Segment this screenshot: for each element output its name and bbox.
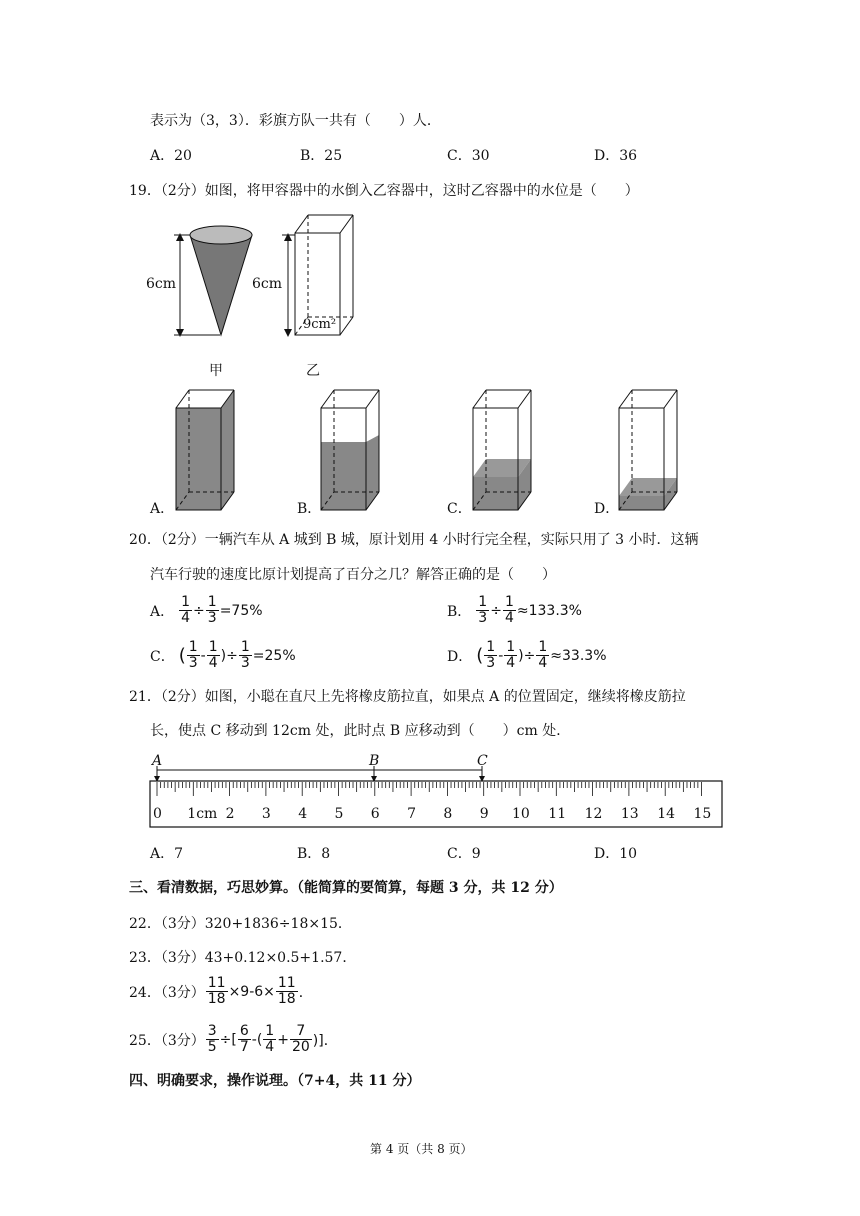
q20-option-c: C． ( $\frac{1}{3}$ - $\frac{1}{4}$ )÷ $\frac{1}{3}$ =25% [150, 639, 296, 671]
q18-option-a: A．20 [150, 148, 192, 164]
q18-option-d: D．36 [594, 148, 638, 164]
q19-option-d: D． [594, 501, 620, 517]
section-4-title: 四、明确要求，操作说理。（7+4，共 11 分） [129, 1073, 421, 1089]
q21-point-c: C [477, 753, 488, 769]
ruler-label: 7 [407, 806, 417, 822]
q19-stem: 19．（2分）如图，将甲容器中的水倒入乙容器中，这时乙容器中的水位是（ ） [129, 183, 639, 199]
q22-text: 22．（3分）320+1836÷18×15． [129, 916, 352, 932]
ruler-label: 4 [298, 806, 308, 822]
q21-ruler-figure [148, 752, 728, 832]
q21-option-d: D．10 [594, 846, 638, 862]
ruler-label: 14 [657, 806, 676, 822]
q20-stem-line1: 20．（2分）一辆汽车从 A 城到 B 城，原计划用 4 小时行完全程，实际只用了 3 小时．这辆 [129, 532, 699, 548]
q24-expression: 24．（3分） $\frac{11}{18}$ ×9-6× $\frac{11}{18}$ ． [129, 975, 313, 1007]
q21-option-b: B．8 [297, 846, 331, 862]
q19-cone-height-label: 6cm [146, 276, 177, 292]
q19-option-b-figure [321, 390, 379, 510]
ruler-label: 3 [261, 806, 271, 822]
ruler-label: 2 [225, 806, 235, 822]
q20-stem-line2: 汽车行驶的速度比原计划提高了百分之几？解答正确的是（ ） [150, 567, 556, 583]
q19-containers-figure [140, 205, 380, 340]
q23-text: 23．（3分）43+0.12×0.5+1.57． [129, 950, 357, 966]
page-footer: 第 4 页（共 8 页） [370, 1142, 473, 1156]
q19-option-b: B． [297, 501, 322, 517]
q19-prism-height-label: 6cm [252, 276, 283, 292]
q20-option-b: B． $\frac{1}{3}$ ÷ $\frac{1}{4}$ ≈133.3% [447, 594, 582, 626]
q21-point-a: A [152, 753, 163, 769]
q19-option-c: C． [447, 501, 472, 517]
ruler-label: 8 [443, 806, 453, 822]
ruler-label: 6 [370, 806, 380, 822]
q18-tail-text: 表示为（3，3）．彩旗方队一共有（ ）人． [150, 113, 441, 129]
ruler-label: 11 [548, 806, 567, 822]
section-3-title: 三、看清数据，巧思妙算。（能简算的要简算，每题 3 分，共 12 分） [129, 880, 563, 896]
q19-prism-base-label: 9cm² [303, 317, 337, 332]
q21-point-b: B [369, 753, 380, 769]
ruler-label: 0 [153, 806, 162, 822]
q19-option-a: A． [150, 501, 175, 517]
ruler-label: 1cm [187, 806, 218, 822]
q19-label-jia: 甲 [209, 363, 223, 379]
ruler-label: 5 [334, 806, 344, 822]
q19-option-d-figure [619, 390, 677, 510]
q21-stem-line1: 21．（2分）如图，小聪在直尺上先将橡皮筋拉直，如果点 A 的位置固定，继续将橡皮筋拉 [129, 689, 686, 705]
q20-option-d: D． ( $\frac{1}{3}$ - $\frac{1}{4}$ )÷ $\frac{1}{4}$ ≈33.3% [447, 639, 607, 671]
q19-option-a-figure [176, 390, 234, 510]
ruler-label: 10 [512, 806, 530, 822]
q21-stem-line2: 长，使点 C 移动到 12cm 处，此时点 B 应移动到（ ）cm 处． [150, 723, 571, 739]
ruler-label: 15 [693, 806, 712, 822]
ruler-label: 13 [620, 806, 639, 822]
q25-expression: 25．（3分） $\frac{3}{5}$ ÷[ $\frac{6}{7}$ -( $\frac{1}{4}$ + $\frac{7}{20}$ )]． [129, 1023, 338, 1055]
q19-option-c-figure [473, 390, 531, 510]
ruler-label: 12 [584, 806, 603, 822]
q21-option-c: C．9 [447, 846, 481, 862]
q19-options-figure [170, 380, 710, 515]
q20-option-a: A． $\frac{1}{4}$ ÷ $\frac{1}{3}$ =75% [150, 594, 263, 626]
q21-option-a: A．7 [150, 846, 184, 862]
q18-option-b: B．25 [300, 148, 343, 164]
q19-label-yi: 乙 [306, 363, 320, 379]
ruler-label: 9 [479, 806, 489, 822]
q18-option-c: C．30 [447, 148, 490, 164]
